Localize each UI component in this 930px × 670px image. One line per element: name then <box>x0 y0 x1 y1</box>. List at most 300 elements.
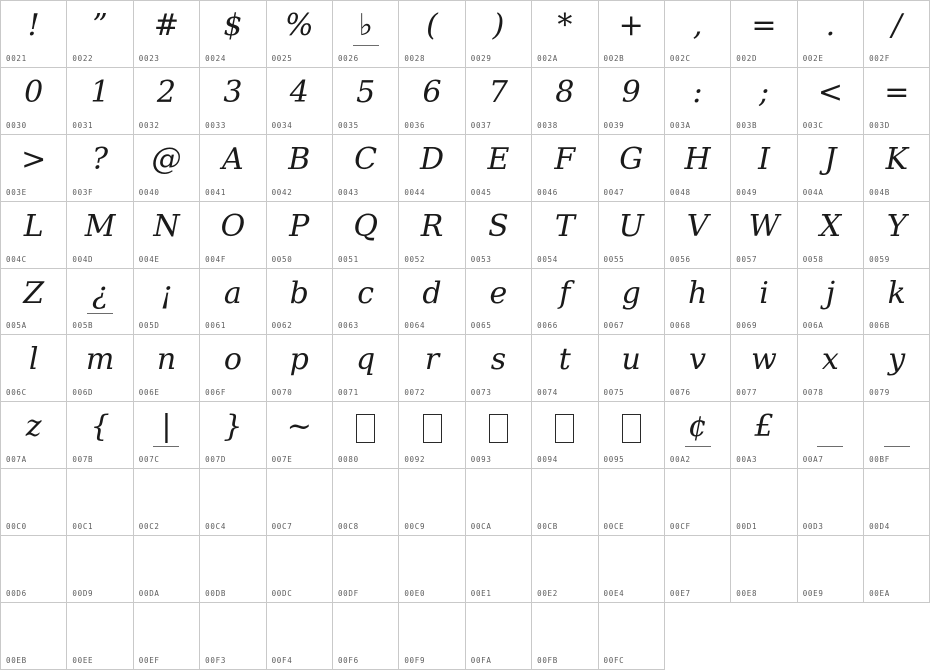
glyph-cell[interactable] <box>333 335 399 402</box>
glyph-cell[interactable] <box>599 335 665 402</box>
glyph-cell-empty <box>864 603 930 670</box>
glyph-codepoint-label: 005A <box>6 321 27 331</box>
glyph-cell[interactable] <box>798 68 864 135</box>
glyph-cell[interactable] <box>134 536 200 603</box>
glyph-preview <box>532 607 597 649</box>
glyph-cell[interactable] <box>532 269 598 336</box>
glyph-codepoint-label: 0058 <box>802 254 824 264</box>
glyph-cell[interactable] <box>466 536 532 603</box>
glyph-preview: h <box>687 275 708 311</box>
glyph-cell[interactable] <box>599 202 665 269</box>
glyph-cell[interactable] <box>665 402 731 469</box>
glyph-codepoint-label: 00DA <box>138 589 160 599</box>
glyph-cell[interactable] <box>67 335 133 402</box>
glyph-cell[interactable] <box>532 469 598 536</box>
glyph-cell[interactable] <box>798 135 864 202</box>
glyph-codepoint-label: 007B <box>72 455 94 465</box>
glyph-preview: R <box>420 208 444 244</box>
glyph-codepoint-label: 0093 <box>470 455 492 465</box>
glyph-codepoint-label: 0076 <box>669 388 691 398</box>
glyph-codepoint-label: 003C <box>802 120 824 130</box>
glyph-cell[interactable] <box>134 269 200 336</box>
glyph-codepoint-label: 0026 <box>337 53 359 63</box>
glyph-codepoint-label: 0059 <box>869 254 890 264</box>
glyph-cell[interactable] <box>665 469 731 536</box>
glyph-preview <box>333 607 398 649</box>
glyph-cell[interactable] <box>1 603 67 670</box>
glyph-cell[interactable] <box>532 402 598 469</box>
notdef-box-icon <box>489 414 508 443</box>
glyph-preview <box>532 473 597 515</box>
glyph-cell[interactable] <box>67 202 133 269</box>
glyph-cell[interactable] <box>466 603 532 670</box>
glyph-cell[interactable] <box>333 202 399 269</box>
glyph-codepoint-label: 0044 <box>404 187 426 197</box>
glyph-codepoint-label: 0043 <box>337 187 359 197</box>
glyph-cell[interactable] <box>67 469 133 536</box>
glyph-codepoint-label: 0023 <box>138 53 160 63</box>
glyph-codepoint-label: 00C2 <box>138 522 160 532</box>
glyph-codepoint-label: 0031 <box>72 120 94 130</box>
notdef-box-icon <box>555 414 574 443</box>
glyph-preview <box>134 607 199 649</box>
glyph-cell[interactable] <box>399 335 465 402</box>
glyph-codepoint-label: 00E1 <box>470 589 492 599</box>
glyph-codepoint-label: 0051 <box>337 254 359 264</box>
glyph-preview <box>864 607 929 649</box>
glyph-codepoint-label: 0041 <box>205 187 227 197</box>
glyph-cell[interactable] <box>665 536 731 603</box>
glyph-cell[interactable] <box>267 402 333 469</box>
glyph-preview <box>466 607 531 649</box>
glyph-cell[interactable] <box>333 402 399 469</box>
glyph-cell[interactable] <box>200 469 266 536</box>
glyph-codepoint-label: 00D6 <box>6 589 27 599</box>
glyph-cell[interactable] <box>864 269 930 336</box>
glyph-cell[interactable] <box>200 402 266 469</box>
glyph-preview <box>864 473 929 515</box>
glyph-cell[interactable] <box>864 536 930 603</box>
glyph-preview: V <box>686 208 709 244</box>
glyph-cell[interactable] <box>798 536 864 603</box>
glyph-preview <box>399 473 464 515</box>
glyph-cell[interactable] <box>864 1 930 68</box>
glyph-cell[interactable] <box>864 469 930 536</box>
glyph-cell[interactable] <box>1 1 67 68</box>
glyph-preview: n <box>156 342 177 378</box>
glyph-codepoint-label: 00EF <box>138 655 160 665</box>
glyph-preview: 6 <box>422 74 442 110</box>
glyph-cell[interactable] <box>599 1 665 68</box>
glyph-cell[interactable] <box>731 68 797 135</box>
glyph-cell[interactable] <box>1 269 67 336</box>
glyph-cell[interactable] <box>399 135 465 202</box>
glyph-cell-empty <box>665 603 731 670</box>
glyph-codepoint-label: 0035 <box>337 120 359 130</box>
glyph-cell[interactable] <box>532 202 598 269</box>
glyph-preview: ? <box>92 141 109 177</box>
glyph-cell[interactable] <box>532 603 598 670</box>
glyph-cell[interactable] <box>67 1 133 68</box>
glyph-preview: 2 <box>156 74 177 110</box>
glyph-codepoint-label: 0022 <box>72 53 94 63</box>
glyph-codepoint-label: 00E2 <box>537 589 558 599</box>
glyph-codepoint-label: 0064 <box>404 321 426 331</box>
glyph-preview <box>599 406 664 448</box>
glyph-codepoint-label: 0063 <box>337 321 359 331</box>
glyph-cell[interactable] <box>399 469 465 536</box>
glyph-preview: W <box>748 208 780 244</box>
glyph-codepoint-label: 00FA <box>470 655 492 665</box>
glyph-cell[interactable] <box>333 469 399 536</box>
glyph-codepoint-label: 004A <box>802 187 824 197</box>
glyph-codepoint-label: 0056 <box>669 254 691 264</box>
glyph-cell[interactable] <box>333 603 399 670</box>
glyph-preview: = <box>751 8 777 43</box>
glyph-codepoint-label: 0039 <box>603 120 625 130</box>
glyph-preview: ¢ <box>688 409 708 445</box>
glyph-codepoint-label: 0055 <box>603 254 625 264</box>
glyph-cell[interactable] <box>731 469 797 536</box>
glyph-codepoint-label: 00CB <box>537 522 558 532</box>
glyph-preview: F <box>554 141 576 177</box>
glyph-preview: k <box>887 275 906 311</box>
glyph-cell[interactable] <box>267 202 333 269</box>
glyph-preview: T <box>554 208 575 244</box>
glyph-codepoint-label: 0046 <box>537 187 558 197</box>
glyph-codepoint-label: 00EE <box>72 655 94 665</box>
glyph-codepoint-label: 003B <box>736 120 758 130</box>
glyph-preview: U <box>618 208 644 244</box>
glyph-cell[interactable] <box>731 202 797 269</box>
glyph-codepoint-label: 0054 <box>537 254 558 264</box>
glyph-preview: $ <box>223 8 243 43</box>
glyph-codepoint-label: 0092 <box>404 455 426 465</box>
glyph-cell[interactable] <box>1 335 67 402</box>
glyph-codepoint-label: 0049 <box>736 187 758 197</box>
glyph-preview <box>399 406 464 448</box>
glyph-cell[interactable] <box>731 1 797 68</box>
glyph-codepoint-label: 00F3 <box>205 655 227 665</box>
glyph-cell[interactable] <box>399 202 465 269</box>
glyph-cell[interactable] <box>599 68 665 135</box>
glyph-preview: f <box>559 275 571 311</box>
glyph-preview <box>798 540 863 582</box>
glyph-cell[interactable] <box>267 68 333 135</box>
glyph-cell[interactable] <box>599 603 665 670</box>
glyph-preview: N <box>153 208 180 244</box>
glyph-cell[interactable] <box>599 402 665 469</box>
glyph-cell[interactable] <box>67 603 133 670</box>
glyph-cell[interactable] <box>466 202 532 269</box>
glyph-cell[interactable] <box>864 68 930 135</box>
glyph-codepoint-label: 0050 <box>271 254 293 264</box>
glyph-cell[interactable] <box>333 1 399 68</box>
glyph-preview <box>333 406 398 448</box>
glyph-codepoint-label: 00FB <box>537 655 558 665</box>
glyph-preview <box>599 607 664 649</box>
glyph-cell[interactable] <box>67 269 133 336</box>
glyph-preview: L <box>23 208 44 244</box>
glyph-cell[interactable] <box>466 68 532 135</box>
glyph-cell[interactable] <box>134 603 200 670</box>
glyph-preview: t <box>558 342 571 378</box>
glyph-cell[interactable] <box>864 402 930 469</box>
glyph-preview: . <box>825 8 836 43</box>
glyph-codepoint-label: 00C9 <box>404 522 426 532</box>
glyph-cell[interactable] <box>731 402 797 469</box>
glyph-cell[interactable] <box>665 68 731 135</box>
glyph-codepoint-label: 00DB <box>205 589 227 599</box>
glyph-codepoint-label: 0079 <box>869 388 890 398</box>
glyph-cell[interactable] <box>532 1 598 68</box>
glyph-codepoint-label: 00C4 <box>205 522 227 532</box>
glyph-codepoint-label: 00A3 <box>736 455 758 465</box>
glyph-preview <box>200 540 265 582</box>
glyph-cell[interactable] <box>798 402 864 469</box>
glyph-cell[interactable] <box>134 135 200 202</box>
glyph-codepoint-label: 0034 <box>271 120 293 130</box>
glyph-cell[interactable] <box>864 202 930 269</box>
glyph-cell[interactable] <box>466 269 532 336</box>
glyph-cell[interactable] <box>134 402 200 469</box>
glyph-preview <box>67 540 132 582</box>
glyph-preview: c <box>357 275 375 311</box>
glyph-preview: l <box>28 342 39 378</box>
glyph-codepoint-label: 0032 <box>138 120 160 130</box>
glyph-codepoint-label: 00CF <box>669 522 691 532</box>
glyph-cell[interactable] <box>333 135 399 202</box>
glyph-cell[interactable] <box>864 135 930 202</box>
glyph-cell[interactable] <box>532 135 598 202</box>
glyph-codepoint-label: 0052 <box>404 254 426 264</box>
glyph-codepoint-label: 0057 <box>736 254 758 264</box>
glyph-cell[interactable] <box>399 603 465 670</box>
glyph-cell[interactable] <box>200 68 266 135</box>
glyph-preview <box>333 540 398 582</box>
glyph-preview <box>665 540 730 582</box>
glyph-cell[interactable] <box>798 1 864 68</box>
glyph-codepoint-label: 00DF <box>337 589 359 599</box>
glyph-preview: o <box>223 342 242 378</box>
glyph-codepoint-label: 007E <box>271 455 293 465</box>
glyph-cell[interactable] <box>200 603 266 670</box>
notdef-box-icon <box>356 414 375 443</box>
glyph-cell[interactable] <box>333 536 399 603</box>
glyph-cell[interactable] <box>599 469 665 536</box>
glyph-cell[interactable] <box>267 536 333 603</box>
glyph-cell[interactable] <box>1 135 67 202</box>
glyph-codepoint-label: 0072 <box>404 388 426 398</box>
glyph-codepoint-label: 00E7 <box>669 589 691 599</box>
glyph-cell[interactable] <box>1 402 67 469</box>
glyph-cell[interactable] <box>267 335 333 402</box>
glyph-cell[interactable] <box>798 202 864 269</box>
glyph-cell[interactable] <box>200 1 266 68</box>
glyph-codepoint-label: 004B <box>869 187 890 197</box>
glyph-preview: b <box>289 275 309 311</box>
glyph-cell[interactable] <box>67 135 133 202</box>
glyph-cell[interactable] <box>200 335 266 402</box>
glyph-preview <box>532 540 597 582</box>
glyph-preview <box>1 473 66 515</box>
glyph-cell[interactable] <box>399 536 465 603</box>
glyph-codepoint-label: 006C <box>6 388 27 398</box>
glyph-codepoint-label: 007D <box>205 455 227 465</box>
glyph-codepoint-label: 00C7 <box>271 522 293 532</box>
glyph-preview <box>864 406 929 448</box>
glyph-codepoint-label: 00EA <box>869 589 890 599</box>
glyph-cell[interactable] <box>864 335 930 402</box>
glyph-cell[interactable] <box>1 202 67 269</box>
glyph-codepoint-label: 0028 <box>404 53 426 63</box>
glyph-codepoint-label: 0071 <box>337 388 359 398</box>
glyph-cell[interactable] <box>399 402 465 469</box>
glyph-cell[interactable] <box>731 536 797 603</box>
glyph-cell[interactable] <box>798 335 864 402</box>
glyph-cell[interactable] <box>532 68 598 135</box>
glyph-cell[interactable] <box>466 402 532 469</box>
glyph-cell[interactable] <box>466 135 532 202</box>
glyph-codepoint-label: 00F9 <box>404 655 426 665</box>
glyph-cell[interactable] <box>67 68 133 135</box>
glyph-codepoint-label: 002C <box>669 53 691 63</box>
glyph-codepoint-label: 00CE <box>603 522 625 532</box>
glyph-preview: v <box>689 342 707 378</box>
glyph-cell[interactable] <box>599 135 665 202</box>
glyph-cell[interactable] <box>1 469 67 536</box>
glyph-cell[interactable] <box>665 1 731 68</box>
glyph-cell[interactable] <box>67 536 133 603</box>
glyph-cell[interactable] <box>134 469 200 536</box>
glyph-cell[interactable] <box>200 135 266 202</box>
glyph-codepoint-label: 003D <box>869 120 890 130</box>
glyph-cell[interactable] <box>466 469 532 536</box>
glyph-cell[interactable] <box>267 269 333 336</box>
glyph-preview <box>399 540 464 582</box>
glyph-codepoint-label: 005D <box>138 321 160 331</box>
glyph-cell[interactable] <box>333 68 399 135</box>
glyph-codepoint-label: 0078 <box>802 388 824 398</box>
glyph-cell[interactable] <box>200 536 266 603</box>
glyph-cell[interactable] <box>532 536 598 603</box>
glyph-codepoint-label: 00D1 <box>736 522 758 532</box>
glyph-codepoint-label: 00D9 <box>72 589 94 599</box>
glyph-cell[interactable] <box>267 1 333 68</box>
glyph-cell[interactable] <box>134 1 200 68</box>
glyph-cell[interactable] <box>665 135 731 202</box>
glyph-preview <box>731 540 796 582</box>
glyph-preview: s <box>490 342 507 378</box>
glyph-cell-empty <box>731 603 797 670</box>
glyph-codepoint-label: 0021 <box>6 53 27 63</box>
glyph-codepoint-label: 006D <box>72 388 94 398</box>
glyph-preview: + <box>618 8 644 43</box>
glyph-preview: J <box>824 141 837 177</box>
glyph-cell[interactable] <box>67 402 133 469</box>
glyph-cell[interactable] <box>267 469 333 536</box>
glyph-preview: 5 <box>356 74 376 110</box>
glyph-cell[interactable] <box>267 135 333 202</box>
glyph-cell[interactable] <box>267 603 333 670</box>
glyph-codepoint-label: 0038 <box>537 120 558 130</box>
glyph-codepoint-label: 004C <box>6 254 27 264</box>
glyph-cell[interactable] <box>466 335 532 402</box>
glyph-preview: 8 <box>555 74 575 110</box>
glyph-cell[interactable] <box>798 269 864 336</box>
glyph-codepoint-label: 00CA <box>470 522 492 532</box>
glyph-cell[interactable] <box>599 536 665 603</box>
glyph-cell[interactable] <box>665 269 731 336</box>
glyph-cell[interactable] <box>333 269 399 336</box>
glyph-preview: O <box>220 208 246 244</box>
glyph-cell[interactable] <box>665 202 731 269</box>
glyph-preview: u <box>621 342 641 378</box>
glyph-cell[interactable] <box>1 536 67 603</box>
glyph-codepoint-label: 004F <box>205 254 227 264</box>
glyph-baseline-rule <box>87 313 113 314</box>
glyph-codepoint-label: 0062 <box>271 321 293 331</box>
glyph-preview <box>798 473 863 515</box>
glyph-cell[interactable] <box>599 269 665 336</box>
glyph-codepoint-label: 00E8 <box>736 589 758 599</box>
glyph-codepoint-label: 0095 <box>603 455 625 465</box>
glyph-cell[interactable] <box>200 202 266 269</box>
glyph-cell[interactable] <box>134 335 200 402</box>
glyph-codepoint-label: 00C8 <box>337 522 359 532</box>
glyph-cell[interactable] <box>1 68 67 135</box>
glyph-cell[interactable] <box>798 469 864 536</box>
glyph-codepoint-label: 002E <box>802 53 824 63</box>
glyph-cell[interactable] <box>134 202 200 269</box>
glyph-codepoint-label: 0029 <box>470 53 492 63</box>
glyph-codepoint-label: 0066 <box>537 321 558 331</box>
glyph-codepoint-label: 006A <box>802 321 824 331</box>
glyph-cell[interactable] <box>731 135 797 202</box>
glyph-preview <box>864 540 929 582</box>
glyph-preview: > <box>21 141 47 177</box>
glyph-preview: Y <box>886 208 907 244</box>
glyph-cell[interactable] <box>200 269 266 336</box>
glyph-preview: / <box>891 8 902 43</box>
glyph-codepoint-label: 0070 <box>271 388 293 398</box>
glyph-cell[interactable] <box>731 269 797 336</box>
glyph-preview <box>267 473 332 515</box>
glyph-preview: M <box>84 208 116 244</box>
glyph-cell[interactable] <box>665 335 731 402</box>
glyph-cell[interactable] <box>532 335 598 402</box>
glyph-codepoint-label: 002D <box>736 53 758 63</box>
glyph-preview: Z <box>23 275 45 311</box>
glyph-codepoint-label: 0073 <box>470 388 492 398</box>
glyph-codepoint-label: 0047 <box>603 187 625 197</box>
glyph-cell[interactable] <box>731 335 797 402</box>
glyph-codepoint-label: 007C <box>138 455 160 465</box>
glyph-preview: Q <box>353 208 378 244</box>
glyph-cell[interactable] <box>399 1 465 68</box>
glyph-cell[interactable] <box>134 68 200 135</box>
glyph-cell[interactable] <box>399 68 465 135</box>
glyph-cell[interactable] <box>399 269 465 336</box>
glyph-codepoint-label: 00A2 <box>669 455 691 465</box>
glyph-preview <box>599 473 664 515</box>
glyph-preview <box>665 607 730 649</box>
glyph-baseline-rule <box>817 446 843 447</box>
glyph-cell[interactable] <box>466 1 532 68</box>
glyph-preview: y <box>888 342 906 378</box>
glyph-preview: 1 <box>90 74 110 110</box>
glyph-codepoint-label: 0025 <box>271 53 293 63</box>
